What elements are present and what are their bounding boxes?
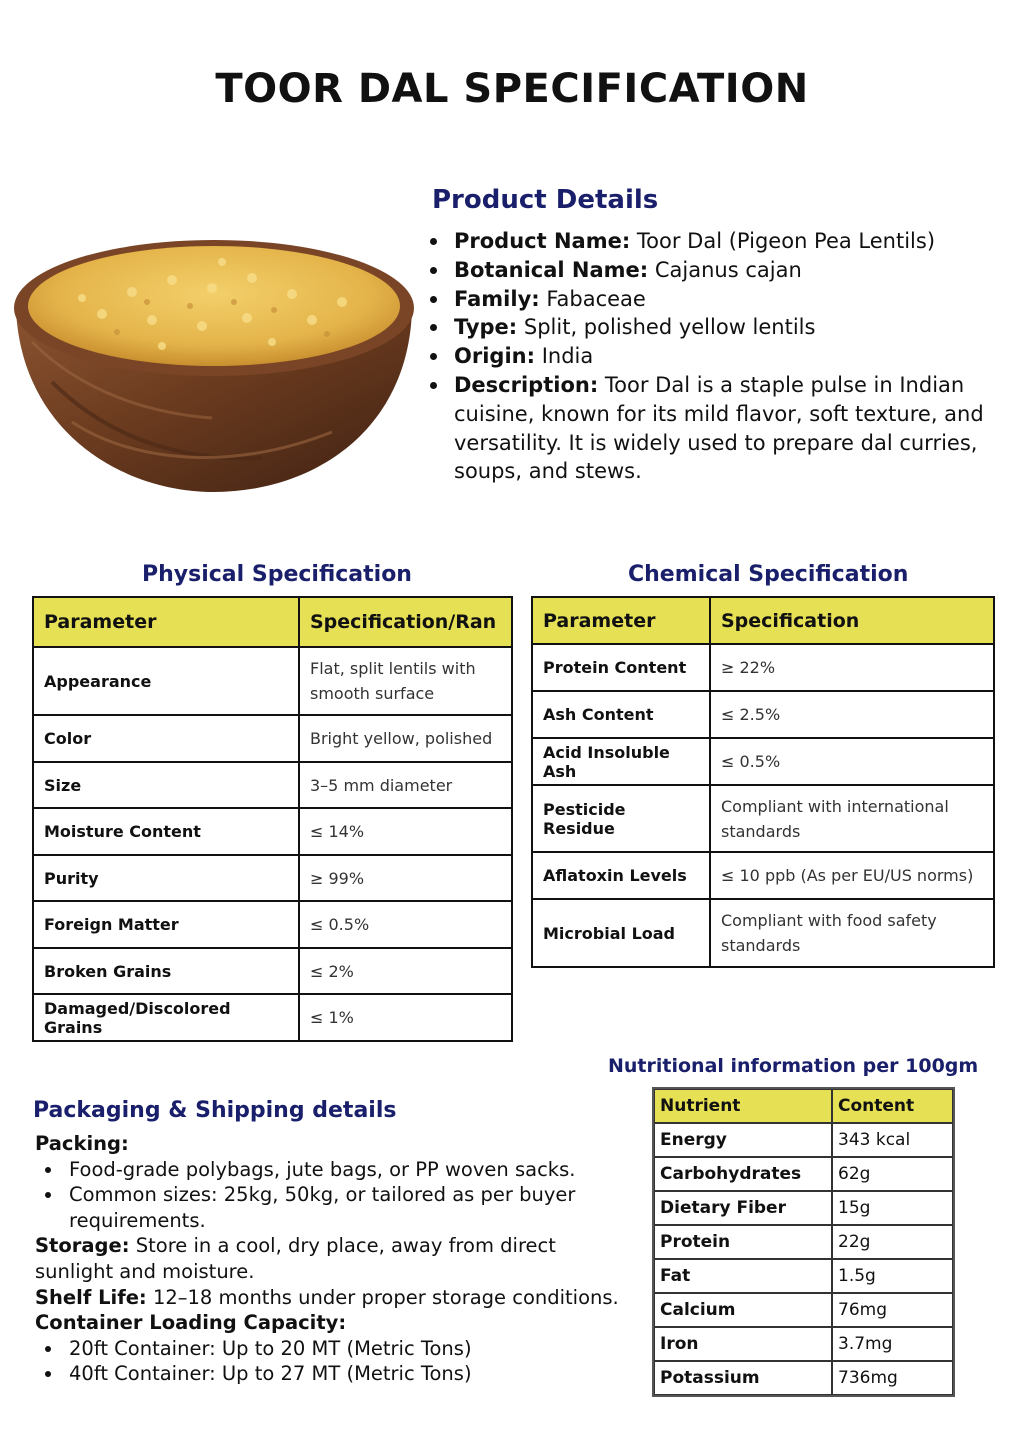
table-row — [532, 785, 994, 852]
table-row — [33, 715, 512, 762]
nutrition-table — [652, 1087, 955, 1397]
table-row — [654, 1327, 953, 1361]
value-cell: Compliant with food safety standards — [710, 899, 994, 967]
item-value: India — [541, 344, 594, 369]
container-label: Container Loading Capacity: — [35, 1311, 347, 1335]
value-cell: ≤ 1% — [299, 994, 512, 1041]
parameter-cell: Purity — [33, 855, 299, 901]
value-cell: Compliant with international standards — [710, 785, 994, 852]
list-item: 40ft Container: Up to 27 MT (Metric Tons) — [45, 1361, 635, 1387]
content-cell: 76mg — [832, 1293, 953, 1327]
value-cell: ≤ 14% — [299, 808, 512, 855]
table-row — [33, 948, 512, 994]
table-header-row — [532, 597, 994, 644]
item-label: Type: — [454, 315, 518, 340]
chemical-spec-table — [531, 596, 995, 968]
column-header: Content — [832, 1089, 953, 1123]
table-row — [654, 1225, 953, 1259]
column-header: Specification — [710, 597, 994, 644]
shelf-life-label: Shelf Life: — [35, 1285, 147, 1309]
item-label: Origin: — [454, 344, 535, 369]
item-value: Fabaceae — [546, 286, 646, 311]
storage-line — [35, 1233, 635, 1284]
container-list — [45, 1336, 635, 1387]
nutrient-cell: Dietary Fiber — [654, 1191, 832, 1225]
item-label: Botanical Name: — [454, 257, 649, 282]
toor-dal-bowl-image — [12, 222, 416, 494]
table-row — [33, 994, 512, 1041]
packaging-details — [35, 1131, 635, 1387]
physical-spec-table — [32, 596, 513, 1042]
value-cell: ≤ 0.5% — [710, 738, 994, 785]
list-item: 20ft Container: Up to 20 MT (Metric Tons) — [45, 1336, 635, 1362]
list-item — [428, 313, 1018, 342]
storage-value: Store in a cool, dry place, away from direct sunlight and moisture. — [35, 1234, 556, 1283]
nutrient-cell: Protein — [654, 1225, 832, 1259]
table-row — [33, 901, 512, 948]
value-cell: ≥ 99% — [299, 855, 512, 901]
item-label: Product Name: — [454, 229, 631, 253]
nutrient-cell: Fat — [654, 1259, 832, 1293]
value-cell: ≤ 0.5% — [299, 901, 512, 948]
content-cell: 22g — [832, 1225, 953, 1259]
table-row — [532, 899, 994, 967]
list-item: Common sizes: 25kg, 50kg, or tailored as per buyer requirements. — [45, 1182, 635, 1233]
table-row — [33, 647, 512, 715]
table-row — [532, 852, 994, 899]
table-row — [532, 644, 994, 691]
column-header: Nutrient — [654, 1089, 832, 1123]
content-cell: 1.5g — [832, 1259, 953, 1293]
storage-label: Storage: — [35, 1234, 130, 1258]
table-row — [654, 1361, 953, 1395]
table-row — [532, 691, 994, 738]
value-cell: Flat, split lentils with smooth surface — [299, 647, 512, 715]
nutrient-cell: Carbohydrates — [654, 1157, 832, 1191]
value-cell: Bright yellow, polished — [299, 715, 512, 762]
nutrient-cell: Iron — [654, 1327, 832, 1361]
parameter-cell: Color — [33, 715, 299, 762]
item-value: Split, polished yellow lentils — [523, 315, 816, 340]
parameter-cell: Acid Insoluble Ash — [532, 738, 710, 785]
item-value: Toor Dal (Pigeon Pea Lentils) — [636, 229, 936, 253]
column-header: Specification/Ran — [299, 597, 512, 647]
list-item — [428, 256, 1018, 285]
packaging-heading: Packaging & Shipping details — [33, 1098, 397, 1123]
value-cell: 3–5 mm diameter — [299, 762, 512, 808]
table-row — [654, 1157, 953, 1191]
item-label: Family: — [454, 286, 540, 311]
parameter-cell: Damaged/Discolored Grains — [33, 994, 299, 1041]
list-item — [428, 227, 1018, 256]
chemical-spec-heading: Chemical Specification — [628, 562, 909, 587]
value-cell: ≤ 10 ppb (As per EU/US norms) — [710, 852, 994, 899]
parameter-cell: Protein Content — [532, 644, 710, 691]
nutrition-heading: Nutritional information per 100gm — [608, 1055, 979, 1077]
table-header-row — [33, 597, 512, 647]
value-cell: ≤ 2% — [299, 948, 512, 994]
table-row — [33, 855, 512, 901]
table-row — [654, 1293, 953, 1327]
parameter-cell: Appearance — [33, 647, 299, 715]
column-header: Parameter — [532, 597, 710, 644]
packing-label: Packing: — [35, 1132, 129, 1155]
table-row — [532, 738, 994, 785]
page-title: TOOR DAL SPECIFICATION — [215, 66, 809, 112]
parameter-cell: Broken Grains — [33, 948, 299, 994]
table-row — [654, 1191, 953, 1225]
table-row — [654, 1123, 953, 1157]
product-details-list — [428, 227, 1018, 486]
table-row — [33, 808, 512, 855]
list-item: Food-grade polybags, jute bags, or PP woven sacks. — [45, 1157, 635, 1183]
value-cell: ≤ 2.5% — [710, 691, 994, 738]
list-item — [428, 371, 1018, 486]
shelf-life-value: 12–18 months under proper storage conditions. — [152, 1285, 619, 1309]
nutrient-cell: Energy — [654, 1123, 832, 1157]
content-cell: 15g — [832, 1191, 953, 1225]
physical-spec-heading: Physical Specification — [142, 562, 412, 587]
content-cell: 3.7mg — [832, 1327, 953, 1361]
table-row — [654, 1259, 953, 1293]
parameter-cell: Aflatoxin Levels — [532, 852, 710, 899]
item-label: Description: — [454, 372, 599, 397]
packing-list — [45, 1157, 635, 1234]
list-item — [428, 342, 1018, 371]
list-item — [428, 285, 1018, 314]
table-header-row — [654, 1089, 953, 1123]
content-cell: 736mg — [832, 1361, 953, 1395]
nutrient-cell: Potassium — [654, 1361, 832, 1395]
shelf-life-line — [35, 1285, 635, 1311]
product-details-heading: Product Details — [432, 185, 659, 215]
nutrient-cell: Calcium — [654, 1293, 832, 1327]
parameter-cell: Pesticide Residue — [532, 785, 710, 852]
content-cell: 62g — [832, 1157, 953, 1191]
item-value: Cajanus cajan — [654, 257, 802, 282]
parameter-cell: Moisture Content — [33, 808, 299, 855]
content-cell: 343 kcal — [832, 1123, 953, 1157]
parameter-cell: Ash Content — [532, 691, 710, 738]
item-value: Toor Dal is a staple pulse in Indian cuisine, known for its mild flavor, soft texture, and versatility. It is widely used to prepare dal curries, soups, and stews. — [454, 372, 984, 484]
parameter-cell: Foreign Matter — [33, 901, 299, 948]
table-row — [33, 762, 512, 808]
column-header: Parameter — [33, 597, 299, 647]
parameter-cell: Microbial Load — [532, 899, 710, 967]
parameter-cell: Size — [33, 762, 299, 808]
value-cell: ≥ 22% — [710, 644, 994, 691]
